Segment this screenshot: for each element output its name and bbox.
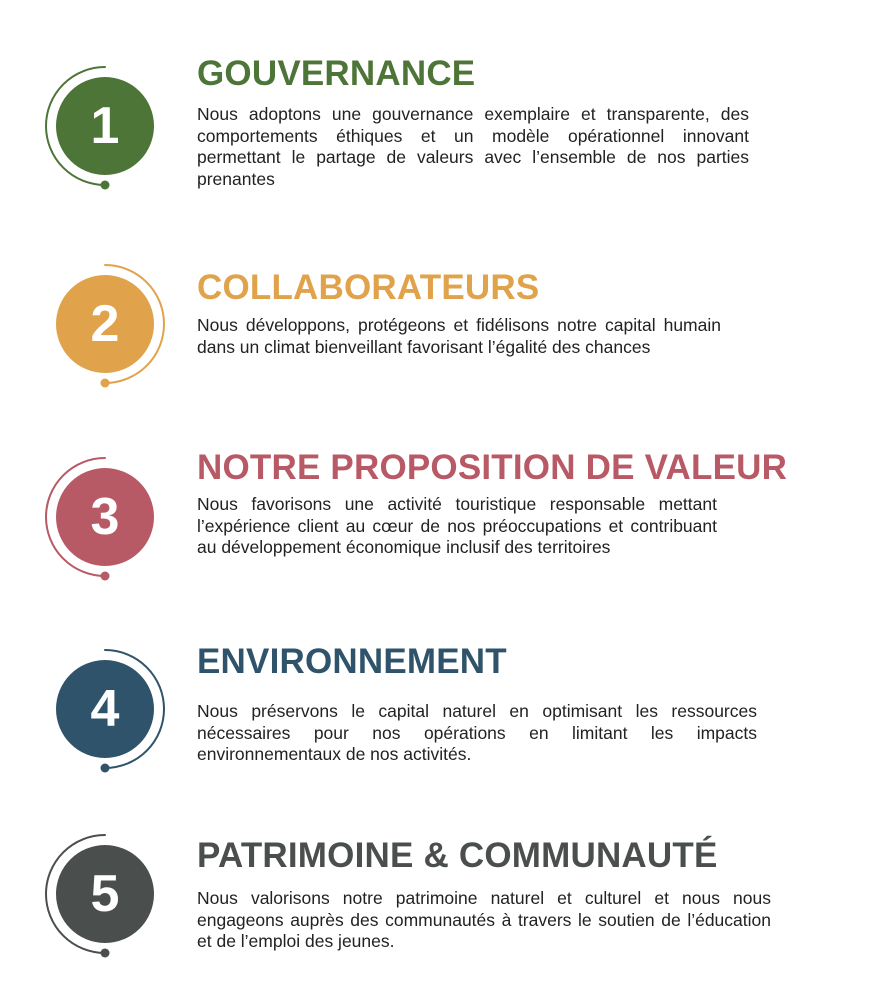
pillar-title: PATRIMOINE & COMMUNAUTÉ	[197, 836, 718, 875]
badge-number: 4	[90, 680, 120, 738]
number-badge	[36, 255, 176, 395]
pillar-description: Nous favorisons une activité touristique responsable mettant l’expérience client au cœur de nos préoccupations et contribuant au développement économique inclusif des territoires	[197, 494, 717, 557]
badge-number: 2	[90, 295, 120, 353]
badge-dot	[101, 572, 110, 581]
number-badge	[36, 825, 176, 965]
badge-dot	[101, 181, 110, 190]
badge-dot	[101, 379, 110, 388]
pillar-title: GOUVERNANCE	[197, 54, 476, 93]
pillar-description: Nous développons, protégeons et fidélisons notre capital humain dans un climat bienveillant favorisant l’égalité des chances	[197, 315, 721, 357]
pillar-title: NOTRE PROPOSITION DE VALEUR	[197, 448, 788, 487]
pillar-title: ENVIRONNEMENT	[197, 642, 507, 681]
number-badge	[36, 640, 176, 780]
pillar-description: Nous valorisons notre patrimoine naturel et culturel et nous nous engageons auprès des communautés à travers le soutien de l’éducation et de l’emploi des jeunes.	[197, 888, 771, 951]
badge-number: 5	[90, 865, 120, 923]
badge-number: 3	[90, 488, 120, 546]
badge-dot	[101, 949, 110, 958]
number-badge	[36, 448, 176, 588]
pillar-title: COLLABORATEURS	[197, 268, 540, 307]
badge-dot	[101, 764, 110, 773]
badge-number: 1	[90, 97, 120, 155]
pillar-description: Nous préservons le capital naturel en optimisant les ressources nécessaires pour nos opérations en limitant les impacts environnementaux de nos activités.	[197, 701, 757, 764]
number-badge	[36, 57, 176, 197]
pillar-description: Nous adoptons une gouvernance exemplaire et transparente, des comportements éthiques et un modèle opérationnel innovant permettant le partage de valeurs avec l’ensemble de nos parties prenantes	[197, 104, 749, 189]
